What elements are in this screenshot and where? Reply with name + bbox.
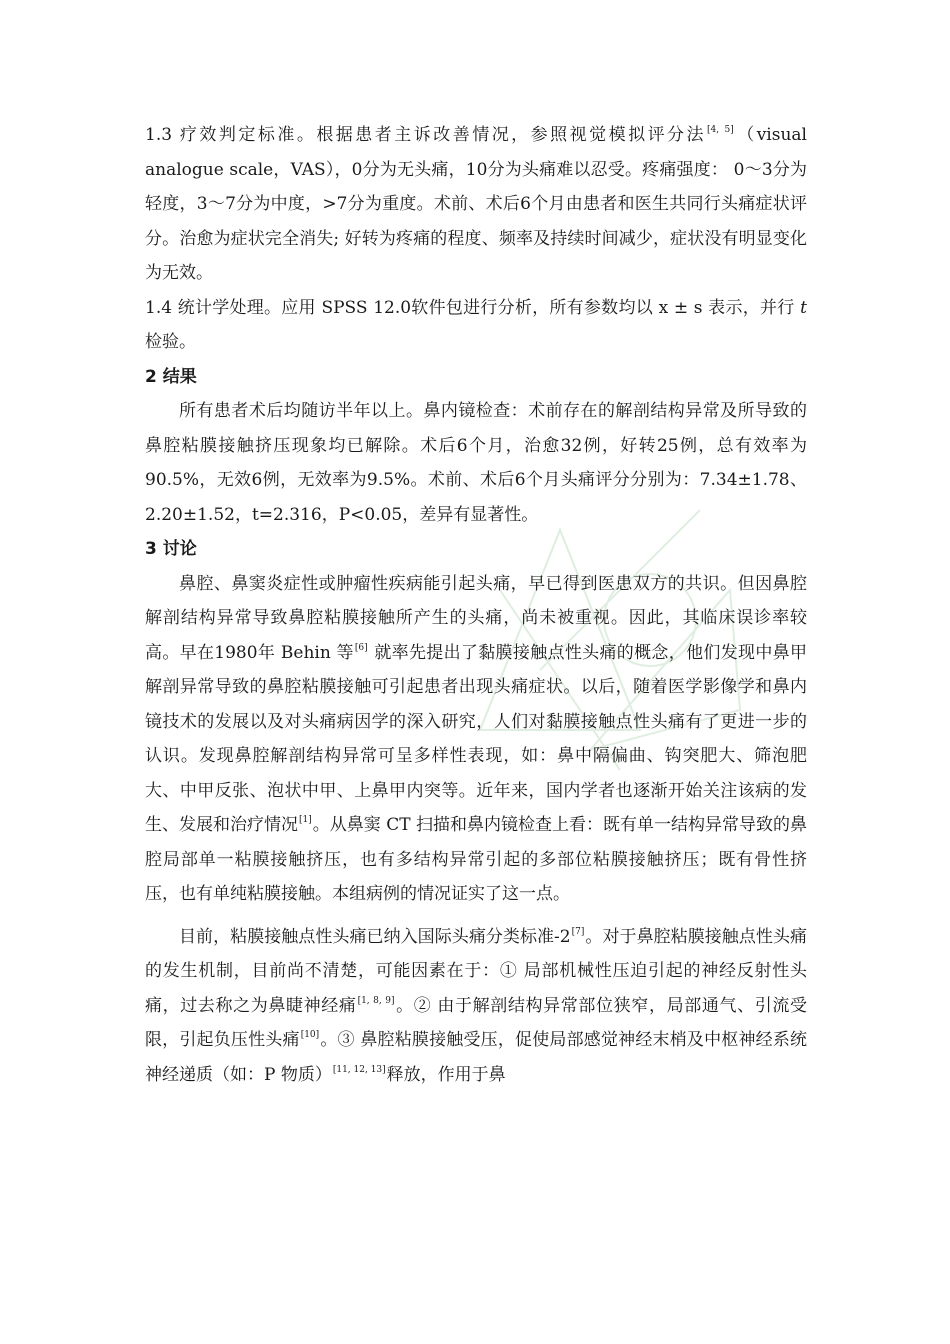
discussion-2-text-e: 释放，作用于鼻 <box>386 1064 506 1085</box>
citation-7: [7] <box>571 926 585 937</box>
discussion-2-text-d: 。③ 鼻腔粘膜接触受压，促使局部感觉神经末梢及中枢神经系统神经递质（如：P 物质） <box>145 1030 807 1085</box>
t-test-symbol: t <box>800 297 807 318</box>
paragraph-gap <box>145 912 807 920</box>
heading-discussion: 3 讨论 <box>145 539 197 559</box>
discussion-1-text-c: 。从鼻窦 CT 扫描和鼻内镜检查上看：既有单一结构异常导致的鼻腔局部单一粘膜接触挤压，也有多结构异常引起的多部位粘膜接触挤压；既有骨性挤压，也有单纯粘膜接触。本组病例的情况证实了这一点。 <box>145 815 808 904</box>
section-1-3-text-a: 1.3 疗效判定标准。根据患者主诉改善情况，参照视觉模拟评分法 <box>145 125 707 145</box>
section-1-4-paragraph <box>145 291 807 360</box>
discussion-paragraph-2 <box>145 920 807 1093</box>
results-paragraph: 所有患者术后均随访半年以上。鼻内镜检查：术前存在的解剖结构异常及所导致的鼻腔粘膜接触挤压现象均已解除。术后6个月，治愈32例，好转25例，总有效率为90.5%，无效6例，无效率为9.5%。术前、术后6个月头痛评分分别为：7.34±1.78、2.20±1.52，t=2.316，P<0.05，差异有显著性。 <box>145 401 807 525</box>
citation-10: [10] <box>300 1030 320 1040</box>
citation-1: [1] <box>299 815 312 825</box>
citation-4-5: [4, 5] <box>707 125 734 135</box>
citation-6: [6] <box>354 642 368 653</box>
section-1-4-text-a: 1.4 统计学处理。应用 SPSS 12.0软件包进行分析，所有参数均以 x ± s 表示，并行 <box>145 297 801 318</box>
section-1-4-text-b: 检验。 <box>145 332 196 352</box>
document-body <box>145 118 807 1092</box>
discussion-2-text-c: 。② 由于解剖结构异常部位狭窄，局部通气、引流受限，引起负压性头痛 <box>145 995 807 1050</box>
discussion-1-text-a: 鼻腔、鼻窦炎症性或肿瘤性疾病能引起头痛，早已得到医患双方的共识。但因鼻腔解剖结构异常导致鼻腔粘膜接触所产生的头痛，尚未被重视。因此，其临床误诊率较高。早在1980年 Behin 等 <box>145 573 807 663</box>
citation-11-12-13: [11, 12, 13] <box>332 1064 386 1075</box>
discussion-2-text-a: 目前，粘膜接触点性头痛已纳入国际头痛分类标准-2 <box>179 926 571 947</box>
heading-results: 2 结果 <box>145 366 197 387</box>
section-1-3-text-b: （visual analogue scale，VAS），0分为无头痛，10分为头痛难以忍受。疼痛强度： 0～3分为轻度，3～7分为中度，>7分为重度。术前、术后6个月由患者和医生共同行头痛症状评分。治愈为症状完全消失; 好转为疼痛的程度、频率及持续时间减少，症状没有明显变化为无效。 <box>145 125 807 283</box>
section-1-3-paragraph <box>145 118 807 291</box>
discussion-2-text-b: 。对于鼻腔粘膜接触点性头痛的发生机制，目前尚不清楚，可能因素在于：① 局部机械性压迫引起的神经反射性头痛，过去称之为鼻睫神经痛 <box>145 926 808 1016</box>
discussion-1-text-b: 就率先提出了黏膜接触点性头痛的概念，他们发现中鼻甲解剖异常导致的鼻腔粘膜接触可引起患者出现头痛症状。以后，随着医学影像学和鼻内镜技术的发展以及对头痛病因学的深入研究，人们对黏膜接触点性头痛有了更进一步的认识。发现鼻腔解剖结构异常可呈多样性表现，如：鼻中隔偏曲、钩突肥大、筛泡肥大、中甲反张、泡状中甲、上鼻甲内突等。近年来，国内学者也逐渐开始关注该病的发生、发展和治疗情况 <box>145 642 807 835</box>
discussion-paragraph-1 <box>145 567 807 912</box>
citation-1-8-9: [1, 8, 9] <box>357 995 395 1006</box>
